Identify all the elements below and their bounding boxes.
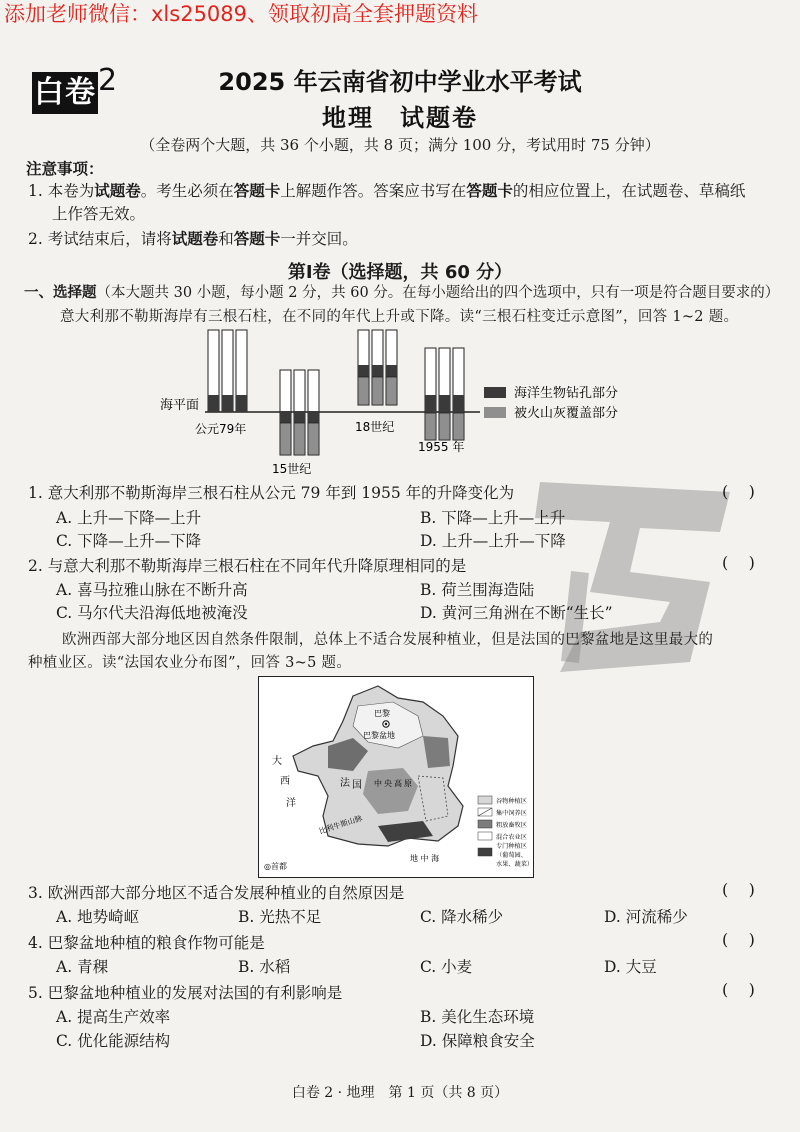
pillar-ash-part (372, 377, 383, 405)
pillar-ash-part (358, 377, 369, 405)
q3-option-d[interactable]: D. 河流稀少 (604, 908, 688, 926)
badge-number: 2 (98, 63, 118, 98)
pillar-bored-part (386, 365, 397, 377)
exam-subtitle (0, 98, 800, 133)
pillar-ash-part (280, 423, 291, 455)
q4-option-c[interactable]: C. 小麦 (420, 958, 473, 976)
pillar-bored-part (372, 365, 383, 377)
q5-option-b[interactable]: B. 美化生态环境 (420, 1008, 535, 1026)
watermark-stamp (520, 462, 750, 692)
badge-label: 白卷 (32, 72, 98, 114)
legend-livestock: 集中饲养区 (496, 810, 527, 817)
period-label-1955: 1955 年 (418, 440, 465, 454)
pyrenees-label: 比利牛斯山脉 (317, 813, 364, 836)
pillar-bored-part (236, 395, 247, 412)
pillar-bored-part (425, 395, 436, 413)
atlantic-label-1: 大 (272, 756, 282, 767)
pillar-bored-part (358, 365, 369, 377)
pillar-bored-part (208, 395, 219, 412)
pillar-bored-part (308, 411, 319, 423)
question-2-stem: 2. 与意大利那不勒斯海岸三根石柱在不同年代升降原理相同的是 (28, 557, 467, 575)
q4-option-b[interactable]: B. 水稻 (238, 958, 291, 976)
figure-france-map (258, 676, 534, 878)
pillar-ash-part (386, 377, 397, 405)
sea-level-label: 海平面 (160, 398, 200, 413)
note-item-2: 2. 考试结束后，请将试题卷和答题卡一并交回。 (28, 230, 358, 248)
capital-legend-label: ◎首都 (264, 862, 287, 871)
answer-bracket-4[interactable]: ( ) (722, 930, 755, 949)
passage-1: 意大利那不勒斯海岸有三根石柱，在不同的年代上升或下降。读“三根石柱变迁示意图”，回答 1~2 题。 (60, 309, 739, 325)
notes-heading: 注意事项： (26, 160, 104, 178)
note-item-1-cont: 上作答无效。 (52, 205, 146, 223)
france-label-2: 国 (352, 780, 362, 791)
q1-option-d[interactable]: D. 上升—上升—下降 (420, 532, 566, 550)
q2-option-c[interactable]: C. 马尔代夫沿海低地被淹没 (56, 604, 248, 622)
pillar-bored-part (453, 395, 464, 413)
q3-option-b[interactable]: B. 光热不足 (238, 908, 322, 926)
q5-option-d[interactable]: D. 保障粮食安全 (420, 1032, 535, 1050)
passage-2-line1: 欧洲西部大部分地区因自然条件限制，总体上不适合发展种植业，但是法国的巴黎盆地是这里最大的 (62, 632, 714, 648)
subject-label: 地理 (322, 104, 374, 132)
passage-2-line2: 种植业区。读“法国农业分布图”，回答 3~5 题。 (28, 655, 352, 671)
note-item-1: 1. 本卷为试题卷。考生必须在答题卡上解题作答。答案应书写在答题卡的相应位置上，在试题卷、草稿纸 (28, 182, 746, 200)
q4-option-a[interactable]: A. 青稞 (56, 958, 109, 976)
legend-grazing: 粗放畜牧区 (496, 822, 527, 829)
answer-bracket-5[interactable]: ( ) (722, 980, 755, 999)
period-label-79: 公元79年 (195, 422, 247, 436)
legend-swatch-bored (484, 387, 506, 398)
question-4-stem: 4. 巴黎盆地种植的粮食作物可能是 (28, 934, 265, 952)
q1-option-a[interactable]: A. 上升—下降—上升 (56, 509, 202, 527)
q4-option-d[interactable]: D. 大豆 (604, 958, 657, 976)
q5-option-c[interactable]: C. 优化能源结构 (56, 1032, 171, 1050)
pillar-ash-part (439, 413, 450, 440)
paper-label: 试题卷 (400, 104, 478, 132)
central-label-2: 央 (384, 779, 392, 788)
paris-label: 巴黎 (374, 709, 390, 718)
answer-bracket-3[interactable]: ( ) (722, 880, 755, 899)
q2-option-d[interactable]: D. 黄河三角洲在不断“生长” (420, 604, 613, 622)
legend-special: 专门种植区 (496, 843, 527, 850)
pillar-ash-part (425, 413, 436, 440)
section-heading: 第Ⅰ卷（选择题，共 60 分） (287, 262, 513, 283)
q5-option-a[interactable]: A. 提高生产效率 (56, 1008, 171, 1026)
answer-bracket-1[interactable]: ( ) (722, 482, 755, 501)
legend-special-2: （葡萄园、 (496, 852, 527, 859)
atlantic-label-3: 洋 (286, 798, 296, 809)
pillar-ash-part (294, 423, 305, 455)
pillar-bored-part (294, 411, 305, 423)
atlantic-label-2: 西 (280, 776, 290, 787)
paris-basin-label: 巴黎盆地 (363, 731, 395, 740)
q1-option-b[interactable]: B. 下降—上升—上升 (420, 509, 566, 527)
answer-bracket-2[interactable]: ( ) (722, 553, 755, 572)
promo-banner: 添加老师微信：xls25089、领取初高全套押题资料 (4, 2, 479, 26)
page-footer: 白卷 2 · 地理 第 1 页（共 8 页） (291, 1085, 509, 1101)
mediterranean-label: 地 中 海 (410, 854, 440, 863)
legend-special-3: 水果、蔬菜） (496, 861, 534, 868)
central-label-3: 高 (394, 779, 402, 788)
q3-option-c[interactable]: C. 降水稀少 (420, 908, 504, 926)
q2-option-b[interactable]: B. 荷兰围海造陆 (420, 581, 535, 599)
legend-label-bored: 海洋生物钻孔部分 (514, 386, 619, 401)
exam-info: （全卷两个大题，共 36 个小题，共 8 页；满分 100 分，考试用时 75 分钟） (140, 136, 660, 154)
section-intro: 一、选择题（本大题共 30 小题，每小题 2 分，共 60 分。在每小题给出的四个选项中，只有一项是符合题目要求的） (24, 285, 780, 301)
pillar-groups (208, 330, 464, 455)
q1-option-c[interactable]: C. 下降—上升—下降 (56, 532, 202, 550)
q3-option-a[interactable]: A. 地势崎岖 (56, 908, 140, 926)
pillar-bored-part (280, 411, 291, 423)
pillar-bored-part (222, 395, 233, 412)
central-label-4: 原 (404, 779, 412, 788)
question-3-stem: 3. 欧洲西部大部分地区不适合发展种植业的自然原因是 (28, 884, 405, 902)
france-label-1: 法 (340, 778, 350, 789)
pillar-ash-part (308, 423, 319, 455)
exam-title: 2025 年云南省初中学业水平考试 (218, 68, 582, 96)
legend-swatch-ash (484, 407, 506, 418)
legend-cereal: 谷物种植区 (496, 798, 527, 805)
pillar-ash-part (453, 413, 464, 440)
question-1-stem: 1. 意大利那不勒斯海岸三根石柱从公元 79 年到 1955 年的升降变化为 (28, 484, 515, 502)
period-label-15c: 15世纪 (272, 462, 312, 476)
legend-label-ash: 被火山灰覆盖部分 (514, 406, 619, 421)
q2-option-a[interactable]: A. 喜马拉雅山脉在不断升高 (56, 581, 248, 599)
figure-pillars (150, 325, 650, 480)
pillar-bored-part (439, 395, 450, 413)
central-label-1: 中 (374, 779, 382, 788)
period-label-18c: 18世纪 (355, 420, 395, 434)
legend-mixed: 混合农业区 (496, 834, 527, 841)
question-5-stem: 5. 巴黎盆地种植业的发展对法国的有利影响是 (28, 984, 343, 1002)
